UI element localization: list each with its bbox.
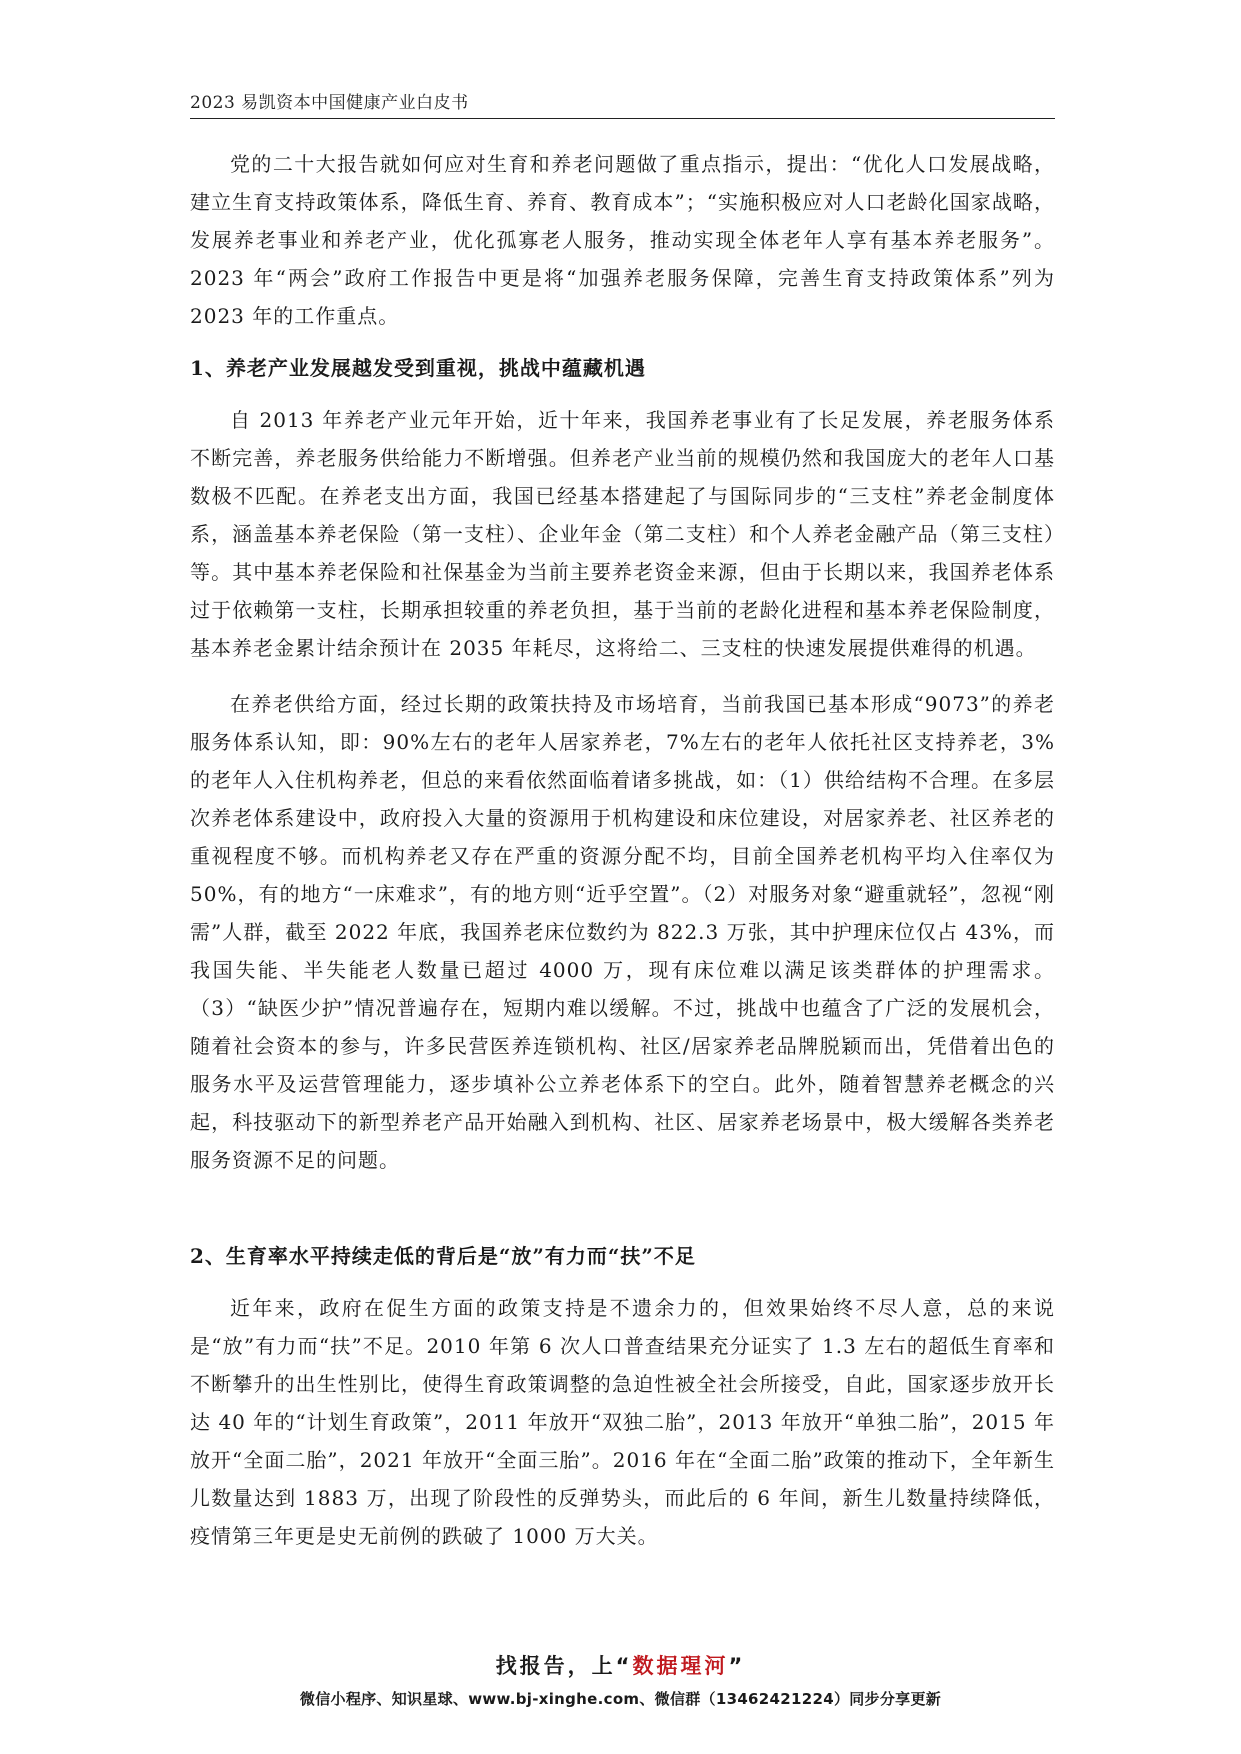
section-1-paragraph-1: 自 2013 年养老产业元年开始，近十年来，我国养老事业有了长足发展，养老服务体系不断完善，养老服务供给能力不断增强。但养老产业当前的规模仍然和我国庞大的老年人口基数极不匹配。在养老支出方面，我国已经基本搭建起了与国际同步的“三支柱”养老金制度体系，涵盖基本养老保险（第一支柱）、企业年金（第二支柱）和个人养老金融产品（第三支柱）等。其中基本养老保险和社保基金为当前主要养老资金来源，但由于长期以来，我国养老体系过于依赖第一支柱，长期承担较重的养老负担，基于当前的老龄化进程和基本养老保险制度，基本养老金累计结余预计在 2035 年耗尽，这将给二、三支柱的快速发展提供难得的机遇。: [190, 408, 1055, 660]
intro-paragraph: 党的二十大报告就如何应对生育和养老问题做了重点指示，提出：“优化人口发展战略，建立生育支持政策体系，降低生育、养育、教育成本”；“实施积极应对人口老龄化国家战略，发展养老事业和养老产业，优化孤寡老人服务，推动实现全体老年人享有基本养老服务”。2023 年“两会”政府工作报告中更是将“加强养老服务保障，完善生育支持政策体系”列为 2023 年的工作重点。: [190, 152, 1055, 328]
footer-brand: 数据瑆河: [632, 1654, 729, 1678]
section-1-heading: 1、养老产业发展越发受到重视，挑战中蕴藏机遇: [190, 356, 646, 380]
header-title: 2023 易凯资本中国健康产业白皮书: [190, 93, 469, 113]
footer-channels: 微信小程序、知识星球、www.bj-xinghe.com、微信群（13462421224）同步分享更新: [299, 1690, 942, 1708]
footer-promo: [0, 1650, 1241, 1680]
document-body: [190, 145, 1055, 1555]
section-2-heading: 2、生育率水平持续走低的背后是“放”有力而“扶”不足: [190, 1244, 696, 1268]
page-header: [190, 88, 1055, 119]
section-1-paragraph-2: 在养老供给方面，经过长期的政策扶持及市场培育，当前我国已基本形成“9073”的养老服务体系认知，即：90%左右的老年人居家养老，7%左右的老年人依托社区支持养老，3%的老年人入住机构养老，但总的来看依然面临着诸多挑战，如：（1）供给结构不合理。在多层次养老体系建设中，政府投入大量的资源用于机构建设和床位建设，对居家养老、社区养老的重视程度不够。而机构养老又存在严重的资源分配不均，目前全国养老机构平均入住率仅为 50%，有的地方“一床难求”，有的地方则“近乎空置”。（2）对服务对象“避重就轻”，忽视“刚需”人群，截至 2022 年底，我国养老床位数约为 822.3 万张，其中护理床位仅占 43%，而我国失能、半失能老人数量已超过 4000 万，现有床位难以满足该类群体的护理需求。（3）“缺医少护”情况普遍存在，短期内难以缓解。不过，挑战中也蕴含了广泛的发展机会，随着社会资本的参与，许多民营医养连锁机构、社区/居家养老品牌脱颖而出，凭借着出色的服务水平及运营管理能力，逐步填补公立养老体系下的空白。此外，随着智慧养老概念的兴起，科技驱动下的新型养老产品开始融入到机构、社区、居家养老场景中，极大缓解各类养老服务资源不足的问题。: [190, 692, 1055, 1172]
footer-prefix: 找报告，上“: [495, 1654, 633, 1678]
footer-suffix: ”: [728, 1654, 746, 1678]
section-2-paragraph-1: 近年来，政府在促生方面的政策支持是不遗余力的，但效果始终不尽人意，总的来说是“放”有力而“扶”不足。2010 年第 6 次人口普查结果充分证实了 1.3 左右的超低生育率和不断攀升的出生性别比，使得生育政策调整的急迫性被全社会所接受，自此，国家逐步放开长达 40 年的“计划生育政策”，2011 年放开“双独二胎”，2013 年放开“单独二胎”，2015 年放开“全面二胎”，2021 年放开“全面三胎”。2016 年在“全面二胎”政策的推动下，全年新生儿数量达到 1883 万，出现了阶段性的反弹势头，而此后的 6 年间，新生儿数量持续降低，疫情第三年更是史无前例的跌破了 1000 万大关。: [190, 1296, 1055, 1548]
